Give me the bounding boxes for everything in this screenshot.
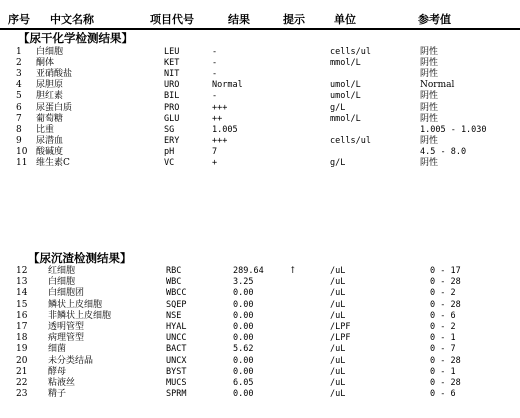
cell-name: 酵母	[48, 366, 67, 377]
cell-name: 鳞状上皮细胞	[48, 299, 103, 310]
cell-code: pH	[164, 146, 175, 157]
cell-no: 5	[16, 91, 22, 102]
cell-name: 非鳞状上皮细胞	[48, 310, 112, 321]
cell-unit: /uL	[330, 288, 346, 299]
cell-no: 6	[16, 102, 22, 113]
cell-unit: /uL	[330, 366, 346, 377]
cell-unit: mmol/L	[330, 58, 361, 69]
cell-result: +++	[212, 135, 228, 146]
cell-name: 透明管型	[48, 322, 85, 332]
cell-result: 3.25	[233, 277, 254, 288]
cell-ref: 阴性	[420, 113, 439, 124]
cell-code: KET	[164, 58, 180, 69]
cell-code: WBCC	[166, 288, 187, 299]
cell-name: 粘液丝	[48, 378, 76, 388]
cell-code: SG	[164, 124, 175, 135]
cell-ref: 阴性	[420, 47, 439, 57]
cell-unit: g/L	[330, 158, 346, 168]
cell-ref: 0 - 1	[430, 366, 456, 377]
header-result: 结果	[228, 13, 250, 26]
cell-code: GLU	[164, 113, 180, 124]
cell-code: RBC	[166, 266, 182, 276]
header-ref: 参考值	[418, 13, 451, 26]
cell-unit: umol/L	[330, 80, 361, 91]
cell-unit: /LPF	[330, 333, 351, 344]
cell-result: 0.00	[233, 288, 254, 299]
cell-name: 精子	[48, 389, 67, 400]
cell-result: +++	[212, 102, 228, 113]
cell-ref: 4.5 - 8.0	[420, 146, 467, 157]
cell-no: 1	[16, 47, 22, 57]
cell-no: 3	[16, 69, 22, 80]
cell-result: ++	[212, 113, 223, 124]
cell-result: 6.05	[233, 378, 254, 388]
cell-name: 白细胞团	[48, 288, 85, 299]
cell-unit: umol/L	[330, 91, 361, 102]
cell-code: SPRM	[166, 389, 187, 400]
cell-no: 7	[16, 113, 22, 124]
cell-ref: 0 - 2	[430, 288, 456, 299]
cell-no: 18	[16, 333, 28, 344]
cell-result: -	[212, 58, 218, 69]
cell-unit: /uL	[330, 355, 346, 366]
cell-ref: 1.005 - 1.030	[420, 124, 487, 135]
cell-unit: /uL	[330, 299, 346, 310]
cell-result: 7	[212, 146, 218, 157]
cell-code: MUCS	[166, 378, 187, 388]
cell-result: 289.64	[233, 266, 264, 276]
cell-ref: Normal	[420, 80, 455, 91]
cell-name: 病理管型	[48, 333, 85, 344]
cell-result: 0.00	[233, 333, 254, 344]
cell-name: 尿蛋白质	[36, 102, 73, 113]
cell-name: 比重	[36, 124, 55, 135]
cell-flag: ↑	[289, 266, 297, 276]
cell-code: UNCC	[166, 333, 187, 344]
cell-code: NIT	[164, 69, 180, 80]
cell-ref: 0 - 1	[430, 333, 456, 344]
cell-result: 0.00	[233, 322, 254, 332]
cell-name: 尿潜血	[36, 135, 64, 146]
cell-unit: cells/ul	[330, 135, 371, 146]
cell-ref: 0 - 6	[430, 389, 456, 400]
cell-ref: 阴性	[420, 158, 439, 168]
cell-name: 白细胞	[36, 47, 64, 57]
cell-ref: 0 - 6	[430, 310, 456, 321]
cell-result: -	[212, 91, 218, 102]
cell-no: 13	[16, 277, 28, 288]
cropped-top-line	[0, 0, 520, 3]
cell-ref: 0 - 2	[430, 322, 456, 332]
cell-name: 胆红素	[36, 91, 64, 102]
cell-unit: /LPF	[330, 322, 351, 332]
cell-name: 红细胞	[48, 266, 76, 276]
cell-code: WBC	[166, 277, 182, 288]
cell-no: 10	[16, 146, 28, 157]
cell-no: 17	[16, 322, 28, 332]
cell-code: ERY	[164, 135, 180, 146]
cell-ref: 阴性	[420, 102, 439, 113]
cell-no: 22	[16, 378, 28, 388]
cell-no: 9	[16, 135, 22, 146]
cell-name: 亚硝酸盐	[36, 69, 73, 80]
cell-result: +	[212, 158, 218, 168]
cell-result: 0.00	[233, 366, 254, 377]
cell-code: BYST	[166, 366, 187, 377]
cell-ref: 阴性	[420, 69, 439, 80]
section-title: 【尿沉渣检测结果】	[28, 251, 132, 265]
cell-name: 细菌	[48, 344, 67, 355]
cell-name: 葡萄糖	[36, 113, 64, 124]
cell-no: 15	[16, 299, 28, 310]
cell-no: 11	[16, 158, 28, 168]
cell-ref: 0 - 28	[430, 355, 461, 366]
cell-result: -	[212, 69, 218, 80]
cell-no: 23	[16, 389, 28, 400]
cell-no: 8	[16, 124, 22, 135]
cell-ref: 0 - 7	[430, 344, 456, 355]
cell-ref: 0 - 28	[430, 378, 461, 388]
cell-unit: /uL	[330, 378, 346, 388]
cell-name: 维生素C	[36, 158, 70, 168]
header-unit: 单位	[334, 13, 356, 26]
cell-code: PRO	[164, 102, 180, 113]
cell-no: 21	[16, 366, 28, 377]
header-flag: 提示	[283, 13, 305, 26]
cell-code: SQEP	[166, 299, 187, 310]
cell-result: 5.62	[233, 344, 254, 355]
header-name: 中文名称	[50, 13, 94, 26]
cell-name: 酸碱度	[36, 146, 64, 157]
cell-code: NSE	[166, 310, 182, 321]
cell-unit: /uL	[330, 310, 346, 321]
cell-ref: 阴性	[420, 135, 439, 146]
cell-no: 12	[16, 266, 28, 276]
cell-unit: /uL	[330, 389, 346, 400]
cell-code: BIL	[164, 91, 180, 102]
cell-no: 16	[16, 310, 28, 321]
cell-code: URO	[164, 80, 180, 91]
cell-result: 0.00	[233, 299, 254, 310]
cell-ref: 0 - 28	[430, 277, 461, 288]
cell-ref: 阴性	[420, 91, 439, 102]
cell-name: 未分类结晶	[48, 355, 94, 366]
cell-name: 尿胆原	[36, 80, 64, 91]
cell-ref: 阴性	[420, 58, 439, 69]
cell-code: VC	[164, 158, 175, 168]
cell-unit: /uL	[330, 344, 346, 355]
cell-ref: 0 - 17	[430, 266, 461, 276]
cell-no: 4	[16, 80, 22, 91]
cell-no: 20	[16, 355, 28, 366]
cell-unit: cells/ul	[330, 47, 371, 57]
cell-unit: mmol/L	[330, 113, 361, 124]
cell-unit: g/L	[330, 102, 346, 113]
header-seq: 序号	[8, 13, 30, 26]
cell-unit: /uL	[330, 277, 346, 288]
cell-result: 0.00	[233, 310, 254, 321]
cell-code: UNCX	[166, 355, 187, 366]
cell-code: HYAL	[166, 322, 187, 332]
cell-result: -	[212, 47, 218, 57]
header-code: 项目代号	[150, 13, 194, 26]
cell-no: 19	[16, 344, 28, 355]
cell-no: 2	[16, 58, 22, 69]
cell-result: Normal	[212, 80, 243, 91]
cell-code: LEU	[164, 47, 180, 57]
section-title: 【尿干化学检测结果】	[18, 31, 133, 45]
cell-ref: 0 - 28	[430, 299, 461, 310]
cell-result: 1.005	[212, 124, 238, 135]
cell-name: 白细胞	[48, 277, 76, 288]
cell-code: BACT	[166, 344, 187, 355]
cell-no: 14	[16, 288, 28, 299]
cell-name: 酮体	[36, 58, 55, 69]
cell-result: 0.00	[233, 389, 254, 400]
cell-unit: /uL	[330, 266, 346, 276]
cell-result: 0.00	[233, 355, 254, 366]
